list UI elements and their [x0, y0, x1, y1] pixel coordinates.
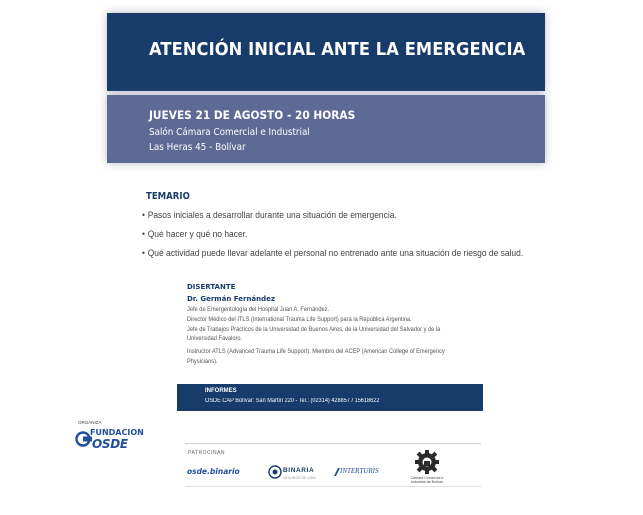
speaker-bio-line: Director Médico del ITLS (International Trauma Life Support) para la República Argentina.	[187, 316, 412, 323]
speaker-name: Dr. Germán Fernández	[187, 295, 275, 303]
event-address: Las Heras 45 - Bolívar	[149, 142, 246, 153]
sponsor-osde-binario: osde.binario	[187, 467, 240, 476]
temario-heading: TEMARIO	[146, 191, 190, 202]
topic-item: • Pasos iniciales a desarrollar durante una situación de emergencia.	[142, 210, 397, 220]
speaker-bio-line: Jefe de Trabajos Prácticos de la Universidad de Buenos Aires, de la Universidad del Salvador y de la	[187, 326, 441, 333]
disertante-heading: DISERTANTE	[187, 283, 236, 291]
event-date: JUEVES 21 DE AGOSTO - 20 HORAS	[149, 108, 356, 122]
speaker-bio-line: Instructor ATLS (Advanced Trauma Life Support). Miembro del ACEP (American College of Emergency	[187, 348, 445, 355]
sponsor-camara: Cámara Comercial e Industrial de Bolívar	[410, 476, 444, 485]
sponsor-binaria: BINARIA	[283, 467, 315, 474]
sponsor-binaria-sub: SEGUROS DE VIDA	[283, 476, 316, 480]
topic-item: • Qué hacer y qué no hacer.	[142, 229, 248, 239]
sponsors-heading: PATROCINAN	[188, 450, 226, 456]
topic-item: • Qué actividad puede llevar adelante el personal no entrenado ante una situación de riesgo de salud.	[142, 248, 524, 258]
sponsors-divider	[185, 443, 481, 444]
sponsor-interturis: INTERTURIS	[340, 467, 379, 475]
event-venue: Salón Cámara Comercial e Industrial	[149, 127, 310, 138]
speaker-bio-line: Jefe de Emergentología del Hospital Juan A. Fernández.	[187, 306, 330, 313]
page-title: ATENCIÓN INICIAL ANTE LA EMERGENCIA	[149, 40, 526, 60]
fundacion-label: FUNDACION	[90, 428, 144, 437]
osde-label: OSDE	[92, 437, 128, 451]
informes-contact: OSDE CAP Bolívar: San Martín 220 - Tel.: (02314) 428857 / 15618622	[205, 398, 380, 404]
speaker-bio-line: Universidad Favaloro.	[187, 335, 243, 342]
binaria-logo-icon	[268, 465, 282, 479]
camara-gear-logo-icon	[414, 449, 440, 475]
informes-heading: INFORMES	[205, 388, 237, 394]
organizer-label: ORGANIZA	[78, 420, 102, 425]
speaker-bio-line: Physicians).	[187, 358, 218, 365]
bottom-divider	[185, 486, 481, 487]
